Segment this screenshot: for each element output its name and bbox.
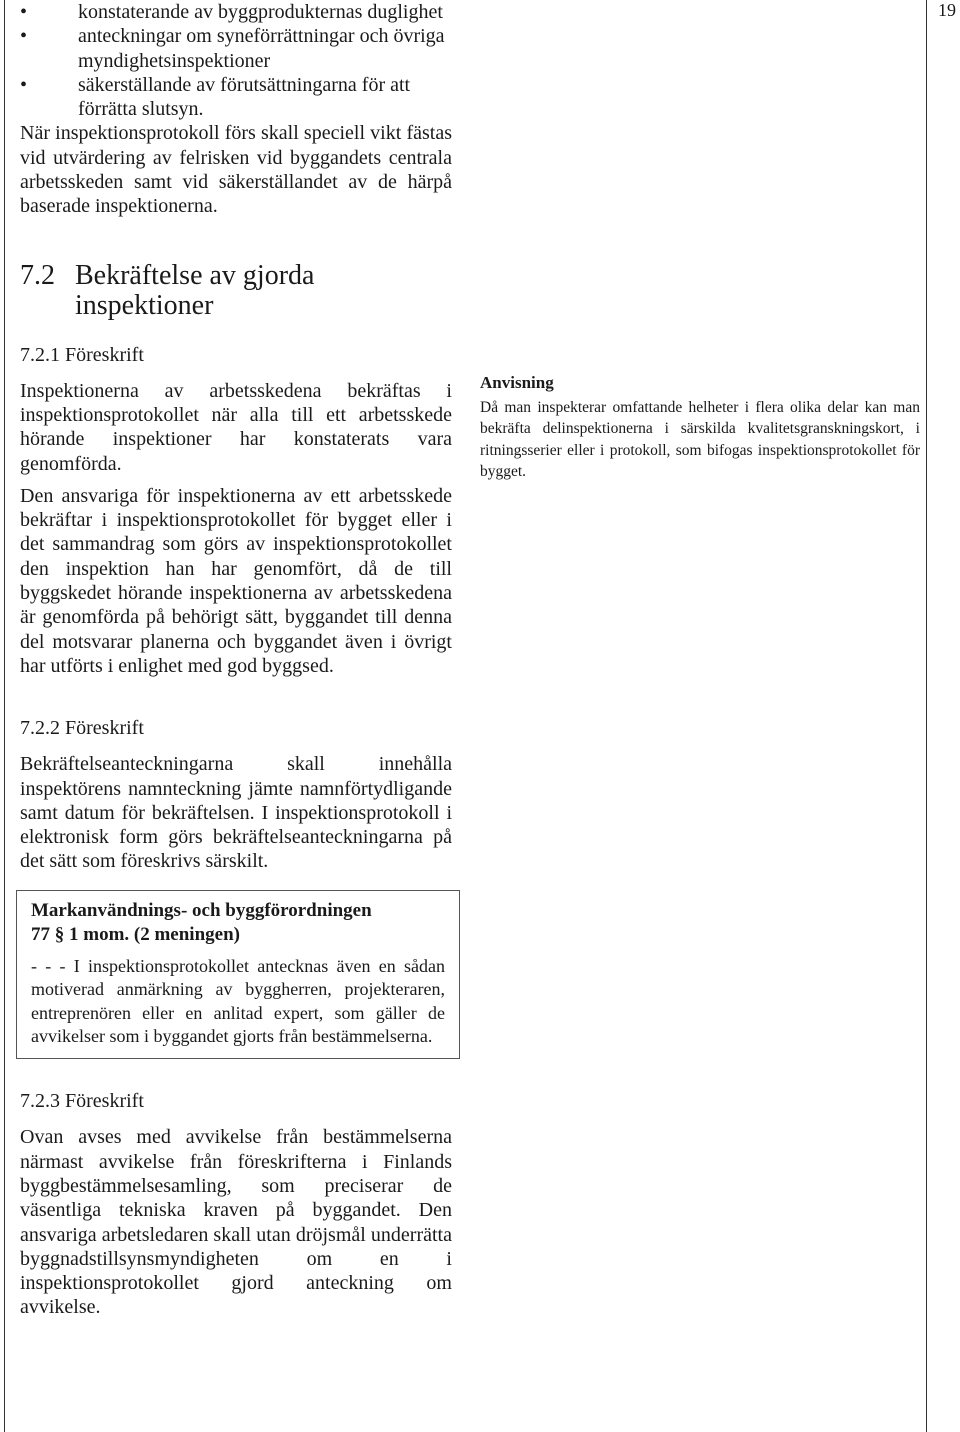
subsection-heading-7-2-2: 7.2.2 Föreskrift <box>20 717 144 740</box>
law-box-text: - - - I inspektionsprotokollet antecknas även en sådan motiverad anmärkning av byggherren, projekteraren, entreprenören eller en anlitad expert, som gäller de avvikelser som i byggandet gjorts från bestämmelserna. <box>31 955 445 1046</box>
section-heading <box>20 261 452 321</box>
page-number: 19 <box>938 0 956 20</box>
right-margin-rule <box>926 0 927 1432</box>
list-item <box>20 0 452 24</box>
bullet-icon: • <box>20 73 28 96</box>
bullet-icon: • <box>20 1 28 23</box>
list-item <box>20 73 452 122</box>
main-column <box>20 0 452 1320</box>
subsection-heading-7-2-1: 7.2.1 Föreskrift <box>20 343 144 366</box>
guidance-title: Anvisning <box>480 373 554 392</box>
left-margin-rule <box>4 0 5 1432</box>
bullet-icon: • <box>20 25 28 48</box>
paragraph: Bekräftelseanteckningarna skall innehålla inspektörens namnteckning jämte namnförtydligande samt datum för bekräftelsen. I inspektionsprotokoll i elektronisk form görs bekräftelseanteckningarna på det sätt som föreskrivs särskilt. <box>20 753 452 873</box>
list-item-text: säkerställande av förutsättningarna för att förrätta slutsyn. <box>78 73 411 121</box>
list-item-text: anteckningar om syneförrättningar och övriga myndighetsinspektioner <box>78 25 445 72</box>
section-number: 7.2 <box>20 259 55 291</box>
list-item-text: konstaterande av byggprodukternas duglighet <box>78 1 443 23</box>
law-box-title: Markanvändnings- och byggförordningen <box>31 899 372 921</box>
paragraph: Inspektionerna av arbetsskedena bekräftas i inspektionsprotokollet när alla till ett arbetsskede hörande inspektioner har konstaterats vara genomförda. <box>20 379 452 475</box>
bullet-list <box>20 0 452 121</box>
guidance-sidebar <box>480 372 920 482</box>
subsection-heading-7-2-3: 7.2.3 Föreskrift <box>20 1090 144 1113</box>
section-title: Bekräftelse av gjorda inspektioner <box>75 259 315 321</box>
guidance-text: Då man inspekterar omfattande helheter i flera olika delar kan man bekräfta delinspektionerna i särskilda kvalitetsgranskningskort, i ritningsserier eller i protokoll, som bifogas inspektionsprotokollet för bygget. <box>480 399 920 480</box>
intro-paragraph: När inspektionsprotokoll förs skall speciell vikt fästas vid utvärdering av felrisken vid byggandets centrala arbetsskeden samt vid säkerställandet av de härpå baserade inspektionerna. <box>20 122 452 218</box>
list-item <box>20 24 452 73</box>
paragraph: Ovan avses med avvikelse från bestämmelserna närmast avvikelse från föreskrifterna i Finlands byggbestämmelsesamling, som preciserar de väsentliga tekniska kraven på byggandet. Den ansvariga arbetsledaren skall utan dröjsmål underrätta byggnadstillsynsmyndigheten om en i inspektionsprotokollet gjord anteckning om avvikelse. <box>20 1126 452 1319</box>
law-quote-box <box>16 890 460 1060</box>
paragraph: Den ansvariga för inspektionerna av ett arbetsskede bekräftar i inspektionsprotokollet för bygget eller i det sammandrag som görs av inspektionsprotokollet den inspektion han har genomfört, då de till byggskedet hörande inspektionerna av arbetsskedena är genomförda på behörigt sätt, byggandet till denna del motsvarar planerna och byggandet även i övrigt har utförts i enlighet med god byggsed. <box>20 484 452 677</box>
law-box-reference: 77 § 1 mom. (2 meningen) <box>31 923 240 945</box>
